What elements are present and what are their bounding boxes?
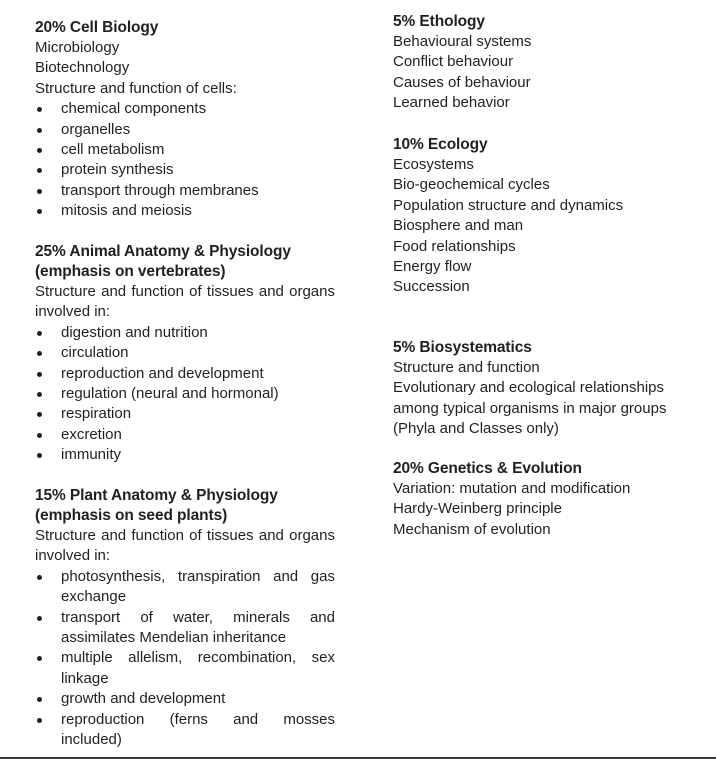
section-cell-biology [35,18,335,222]
topic-line: Energy flow [393,258,472,276]
section-biosystematics [393,338,703,440]
topic-line: (Phyla and Classes only) [393,420,559,438]
topic-line: Hardy-Weinberg principle [393,500,562,518]
topic-line: Population structure and dynamics [393,196,624,214]
list-item: multiple allelism, recombination, sex linkage [35,648,335,689]
topic-line: Biotechnology [35,59,130,77]
list-item: digestion and nutrition [35,323,335,343]
topic-line: Causes of behaviour [393,73,531,91]
section-heading: 20% Genetics & Evolution [393,460,582,477]
topic-line: among typical organisms in major groups [393,399,667,417]
section-heading: 15% Plant Anatomy & Physiology [35,487,278,504]
topic-line: Biosphere and man [393,217,524,235]
section-heading: 25% Animal Anatomy & Physiology [35,243,291,260]
section-heading: 5% Ethology [393,13,485,30]
topic-line: Learned behavior [393,94,510,112]
list-item: reproduction and development [35,364,335,384]
list-item: photosynthesis, transpiration and gas exchange [35,567,335,608]
section-heading: 20% Cell Biology [35,19,159,36]
bullet-list [35,567,335,751]
list-item: excretion [35,425,335,445]
topic-line: Structure and function [393,359,540,376]
section-subheading: (emphasis on seed plants) [35,507,228,524]
list-item: cell metabolism [35,140,335,160]
list-item: respiration [35,404,335,424]
section-heading: 5% Biosystematics [393,339,532,356]
section-plant-anatomy [35,486,335,750]
topic-line: Behavioural systems [393,33,532,50]
list-item: transport of water, minerals and assimilates Mendelian inheritance [35,608,335,649]
section-ecology [393,135,703,298]
intro-text: Structure and function of tissues and organs involved in: [35,527,335,565]
section-genetics-evolution [393,459,703,540]
section-heading: 10% Ecology [393,136,488,153]
list-item: mitosis and meiosis [35,201,335,221]
topic-line: Mechanism of evolution [393,520,551,538]
list-item: transport through membranes [35,181,335,201]
topic-line: Succession [393,278,470,296]
topic-line: Microbiology [35,39,120,56]
intro-text: Structure and function of tissues and organs involved in: [35,283,335,321]
list-item: protein synthesis [35,160,335,180]
topic-line: Bio-geochemical cycles [393,176,550,194]
list-item: immunity [35,445,335,465]
topic-line: Conflict behaviour [393,53,514,71]
topic-line: Ecosystems [393,156,474,173]
section-ethology [393,12,703,114]
list-item: reproduction (ferns and mosses included) [35,710,335,751]
topic-line: Food relationships [393,237,516,255]
bullet-list [35,323,335,466]
list-item: regulation (neural and hormonal) [35,384,335,404]
list-item: organelles [35,120,335,140]
list-item: chemical components [35,99,335,119]
bullet-list [35,99,335,221]
topic-line: Structure and function of cells: [35,79,237,97]
list-item: growth and development [35,689,335,709]
section-subheading: (emphasis on vertebrates) [35,263,226,280]
topic-line: Evolutionary and ecological relationships [393,379,664,397]
section-animal-anatomy [35,242,335,466]
topic-line: Variation: mutation and modification [393,480,631,497]
list-item: circulation [35,343,335,363]
